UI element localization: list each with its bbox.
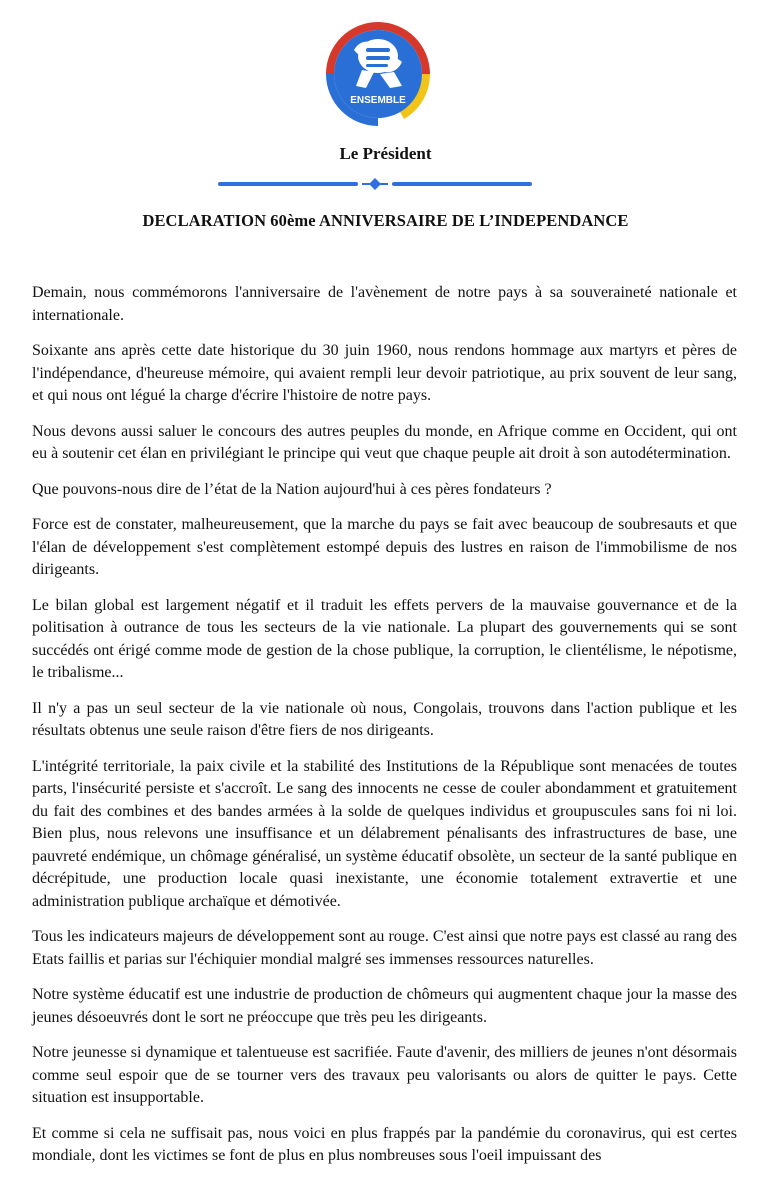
- paragraph: Et comme si cela ne suffisait pas, nous voici en plus frappés par la pandémie du coronavirus, qui est certes mondiale, dont les victimes se font de plus en plus nombreuses sous l'oeil impuissant des: [32, 1124, 737, 1164]
- paragraph: Demain, nous commémorons l'anniversaire de l'avènement de notre pays à sa souveraineté nationale et internationale.: [32, 284, 737, 324]
- president-heading: Le Président: [339, 144, 432, 163]
- paragraph: L'intégrité territoriale, la paix civile et la stabilité des Institutions de la République sont menacées de toutes parts, l'insécurité persiste et s'accroît. Le sang des innocents ne cesse de couler abondamment et gratuitement du fait des combines et des bandes armées à la solde de quelques individus et groupuscules sans foi ni loi. Bien plus, nous relevons une insuffisance et un délabrement pénalisants des infrastructures de base, une pauvreté endémique, un chômage généralisé, un système éducatif obsolète, un secteur de la santé publique en décrépitude, une production locale quasi inexistante, une économie totalement extravertie et une administration publique archaïque et démotivée.: [32, 757, 737, 910]
- paragraph: Tous les indicateurs majeurs de développement sont au rouge. C'est ainsi que notre pays est classé au rang des Etats faillis et parias sur l'échiquier mondial malgré ses immenses ressources naturelles.: [32, 928, 737, 968]
- paragraph: Soixante ans après cette date historique du 30 juin 1960, nous rendons hommage aux martyrs et pères de l'indépendance, d'heureuse mémoire, qui avaient rempli leur devoir patriotique, au prix souvent de leur sang, et qui nous ont légué la charge d'écrire l'histoire de notre pays.: [32, 342, 737, 404]
- paragraph: Nous devons aussi saluer le concours des autres peuples du monde, en Afrique comme en Occident, qui ont eu à soutenir cet élan en privilégiant le principe qui veut que chaque peuple ait droit à son autodétermination.: [32, 422, 737, 462]
- paragraph: Le bilan global est largement négatif et il traduit les effets pervers de la mauvaise gouvernance et de la politisation à outrance de tous les secteurs de la vie nationale. La plupart des gouvernements qui se sont succédés ont érigé comme mode de gestion de la chose publique, la corruption, le clientélisme, le népotisme, le tribalisme...: [32, 596, 737, 681]
- paragraph: Que pouvons-nous dire de l’état de la Nation aujourd'hui à ces pères fondateurs ?: [32, 480, 552, 498]
- paragraph: Il n'y a pas un seul secteur de la vie nationale où nous, Congolais, trouvons dans l'action publique et les résultats obtenus une seule raison d'être fiers de nos dirigeants.: [32, 699, 737, 739]
- declaration-body: [32, 282, 737, 1181]
- ensemble-logo: [316, 16, 440, 126]
- divider-ornament: [218, 176, 532, 192]
- logo-text: ENSEMBLE: [350, 95, 406, 106]
- paragraph: Notre système éducatif est une industrie de production de chômeurs qui augmentent chaque jour la masse des jeunes désoeuvrés dont le sort ne préoccupe que très peu les dirigeants.: [32, 986, 737, 1026]
- paragraph: Notre jeunesse si dynamique et talentueuse est sacrifiée. Faute d'avenir, des milliers de jeunes n'ont désormais comme seul espoir que de se tourner vers des travaux peu valorisants ou alors de quitter le pays. Cette situation est insupportable.: [32, 1044, 737, 1106]
- declaration-title: DECLARATION 60ème ANNIVERSAIRE DE L’INDEPENDANCE: [142, 211, 629, 230]
- paragraph: Force est de constater, malheureusement, que la marche du pays se fait avec beaucoup de soubresauts et que l'élan de développement s'est complètement estompé depuis des lustres en raison de l'immobilisme de nos dirigeants.: [32, 516, 737, 578]
